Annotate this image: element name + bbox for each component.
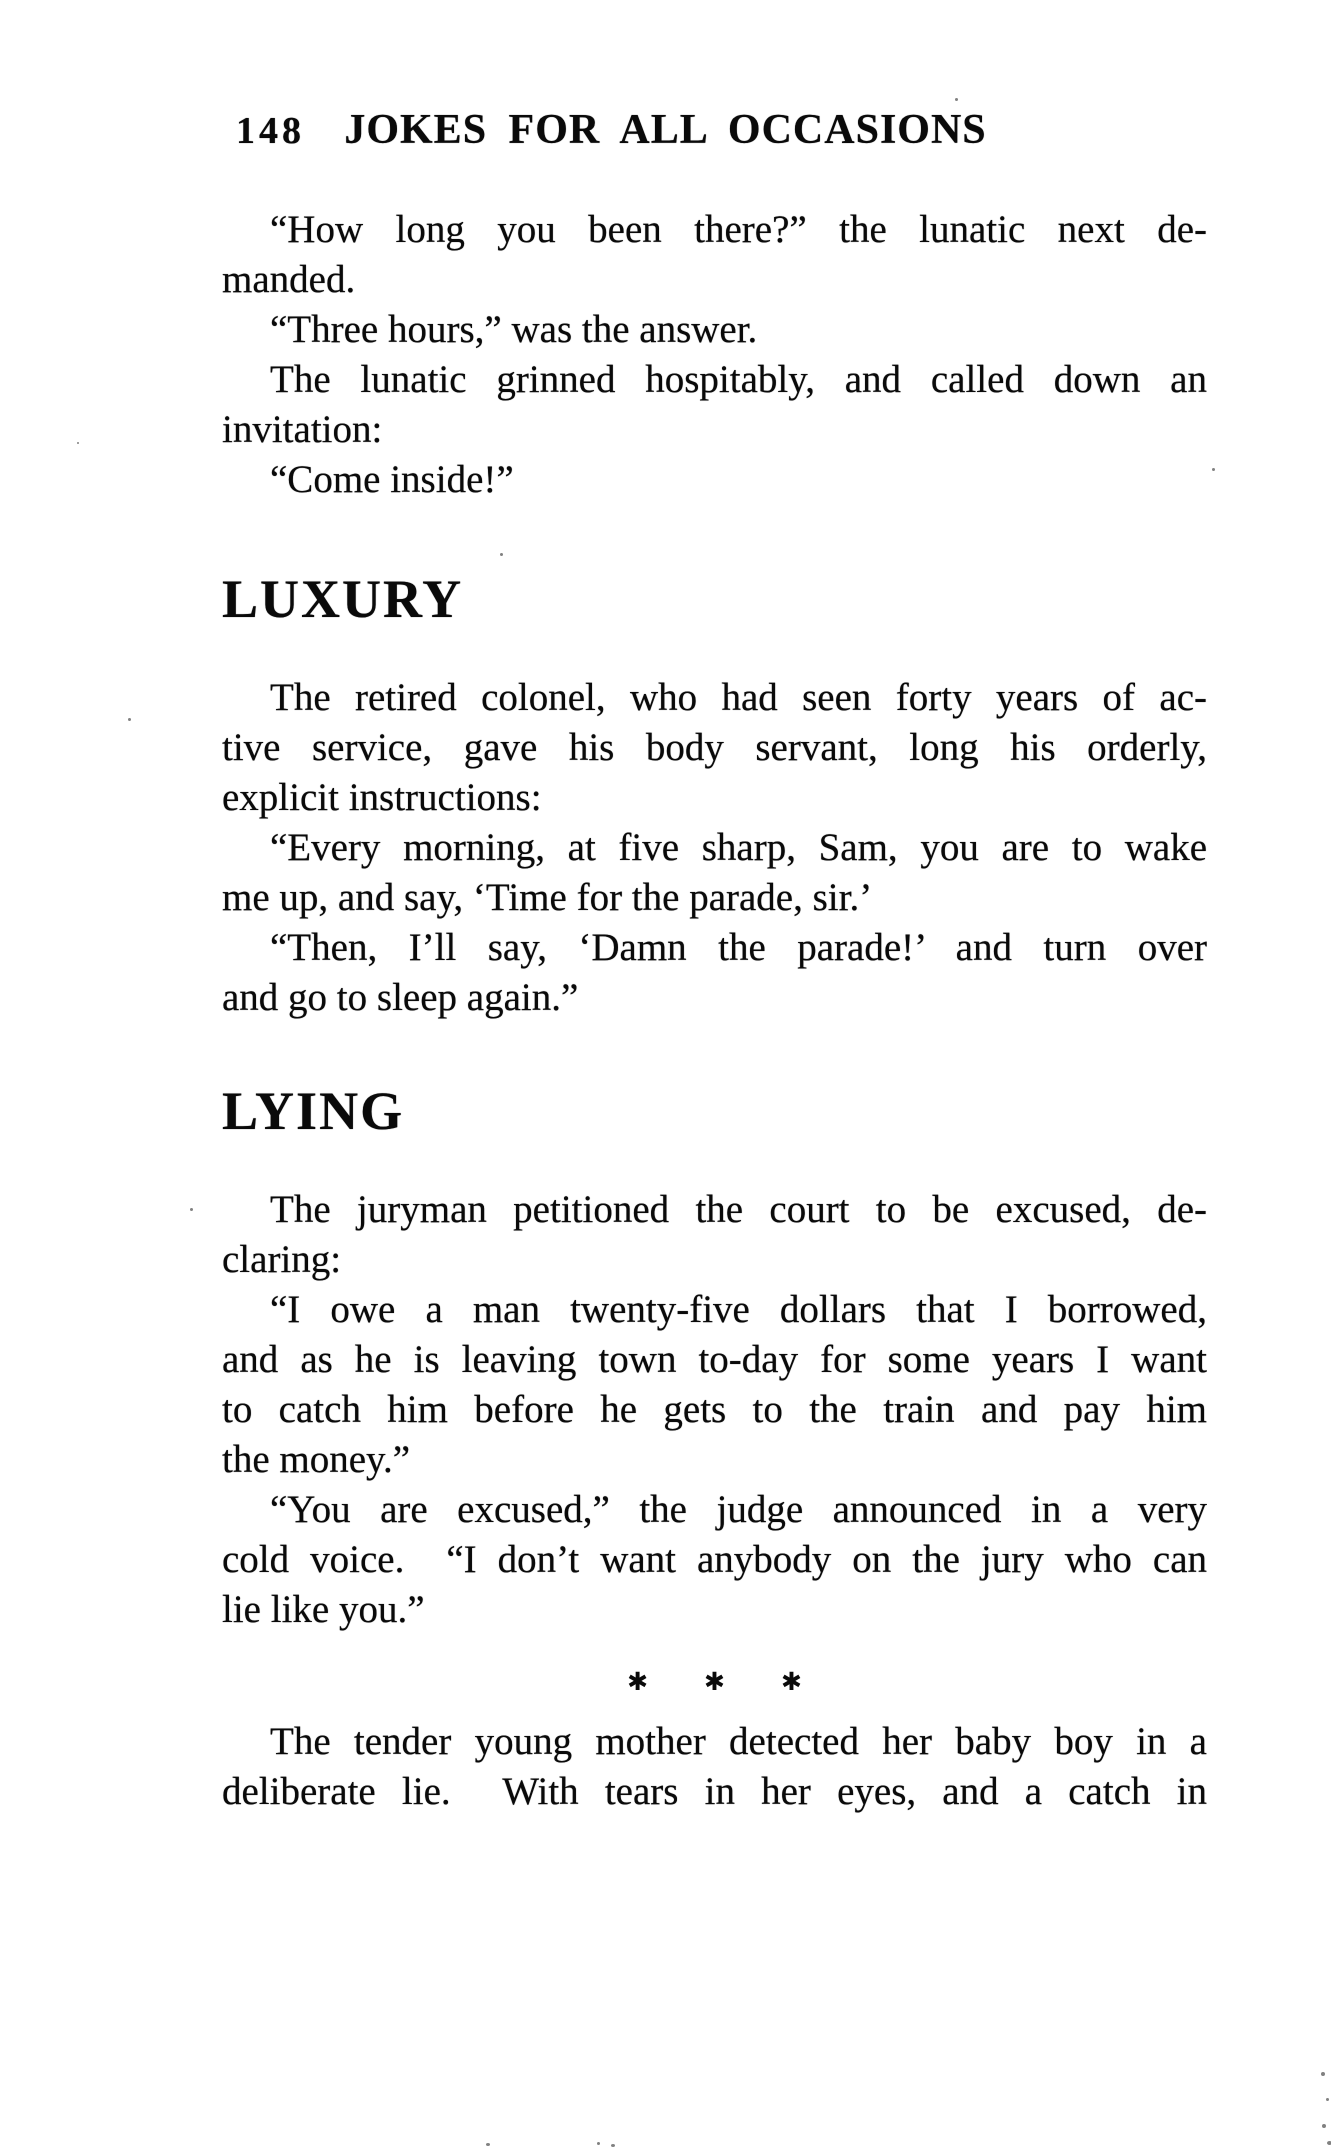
paragraph	[222, 455, 1207, 505]
text-line: “Three hours,” was the answer.	[270, 308, 758, 351]
asterisk-separator	[222, 1665, 1207, 1699]
scan-speck	[1326, 2098, 1329, 2101]
text-line: lie like you.”	[222, 1588, 425, 1631]
page-number: 148	[236, 110, 305, 152]
text-line: The retired colonel, who had seen forty years of ac-	[270, 676, 1207, 719]
text-line: “How long you been there?” the lunatic next de-	[270, 208, 1207, 251]
scan-speck	[128, 718, 131, 721]
text-line: The lunatic grinned hospitably, and called down an	[270, 358, 1207, 401]
text-line: cold voice. “I don’t want anybody on the jury who can	[222, 1538, 1207, 1581]
paragraph	[222, 305, 1207, 355]
paragraph	[222, 823, 1207, 923]
scan-speck	[500, 553, 503, 556]
paragraph	[222, 1717, 1207, 1817]
scan-speck	[1327, 2141, 1331, 2145]
scan-speck	[77, 442, 79, 444]
text-line: deliberate lie. With tears in her eyes, and a catch in	[222, 1770, 1207, 1813]
text-line: “You are excused,” the judge announced in a very	[270, 1488, 1207, 1531]
page-body	[222, 205, 1207, 1817]
text-line: tive service, gave his body servant, long his orderly,	[222, 726, 1207, 769]
section-heading-luxury: LUXURY	[222, 569, 464, 629]
paragraph	[222, 205, 1207, 305]
paragraph	[222, 1485, 1207, 1635]
text-line: The tender young mother detected her baby boy in a	[270, 1720, 1207, 1763]
text-line: claring:	[222, 1238, 342, 1281]
paragraph	[222, 1285, 1207, 1485]
section-heading-lying: LYING	[222, 1081, 405, 1141]
text-line: “Every morning, at five sharp, Sam, you are to wake	[270, 826, 1207, 869]
scan-speck	[597, 2142, 600, 2145]
text-line: manded.	[222, 258, 356, 301]
text-line: The juryman petitioned the court to be excused, de-	[270, 1188, 1207, 1231]
scan-speck	[190, 1208, 193, 1211]
text-line: “I owe a man twenty-five dollars that I borrowed,	[270, 1288, 1207, 1331]
scan-speck	[1321, 2072, 1325, 2076]
paragraph	[222, 1185, 1207, 1285]
asterisk-icon: ✱	[780, 1667, 802, 1696]
running-title: JOKES FOR ALL OCCASIONS	[344, 107, 987, 153]
text-line: and go to sleep again.”	[222, 976, 579, 1019]
scan-speck	[486, 2143, 490, 2146]
text-line: “Then, I’ll say, ‘Damn the parade!’ and turn over	[270, 926, 1207, 969]
paragraph	[222, 355, 1207, 455]
text-line: to catch him before he gets to the train and pay him	[222, 1388, 1207, 1431]
scan-speck	[1322, 2124, 1326, 2128]
scan-speck	[1212, 468, 1215, 471]
text-line: and as he is leaving town to-day for some years I want	[222, 1338, 1207, 1381]
paragraph	[222, 923, 1207, 1023]
paragraph	[222, 673, 1207, 823]
text-line: “Come inside!”	[270, 458, 514, 501]
scan-speck	[955, 98, 958, 101]
running-head	[0, 106, 1331, 154]
text-line: me up, and say, ‘Time for the parade, sir.’	[222, 876, 873, 919]
asterisk-icon: ✱	[704, 1667, 725, 1696]
text-line: the money.”	[222, 1438, 411, 1481]
text-line: explicit instructions:	[222, 776, 542, 819]
text-line: invitation:	[222, 408, 383, 451]
asterisk-icon: ✱	[627, 1667, 649, 1696]
